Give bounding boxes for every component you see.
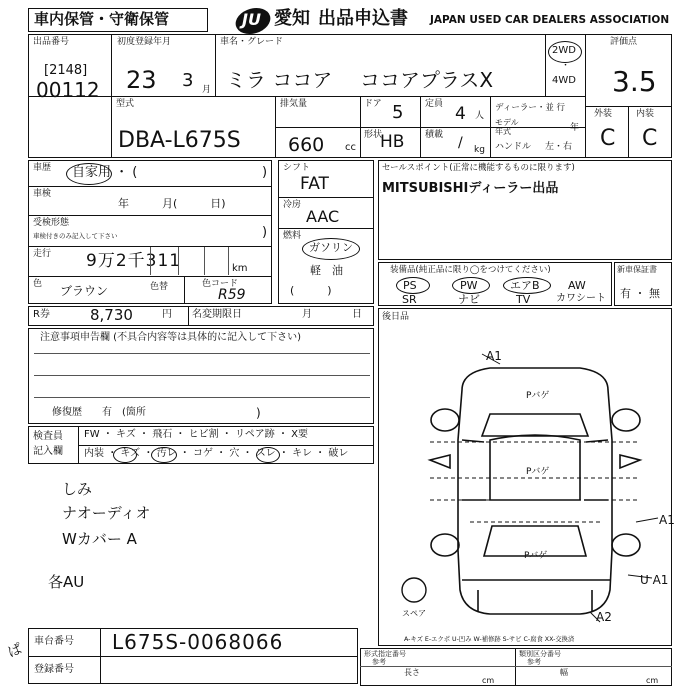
label-color-change: 色替 <box>150 282 169 292</box>
color-code: R59 <box>218 287 246 303</box>
entry-circle-dirt <box>151 447 177 463</box>
equip-tv: TV <box>516 293 531 306</box>
label-length: 長さ <box>404 668 420 677</box>
label-color-code: 色コード <box>202 279 239 289</box>
inspection-units: 年 月( 日) <box>118 197 226 210</box>
body-type: HB <box>380 132 405 152</box>
note-line-2: ナオーディオ <box>62 504 151 522</box>
reg-year: 23 <box>126 66 157 94</box>
reg-month: 3 <box>182 70 194 91</box>
label-chassis-no: 車台番号 <box>34 636 74 647</box>
label-model-code: 型式 <box>116 99 135 109</box>
inspection-row-1: FW ・ キズ ・ 飛石 ・ ヒビ割 ・ リペア跡 ・ X要 <box>84 429 308 440</box>
label-exterior: 外装 <box>594 109 613 119</box>
label-eval-points: 評価点 <box>610 37 638 47</box>
label-color: 色 <box>33 279 43 289</box>
history-value: 自家用 ・ ( <box>72 165 138 180</box>
label-cooler: 冷房 <box>283 200 302 210</box>
equip-ps: PS <box>403 279 417 292</box>
label-yen: 円 <box>162 309 172 320</box>
label-accepted-form: 受検形態 <box>33 218 70 228</box>
chassis-number: L675S-0068066 <box>112 630 284 654</box>
note-line-3: Wカバー A <box>62 530 137 548</box>
label-ref-1: 参考 <box>372 658 386 666</box>
fuel-other: ( ) <box>290 284 332 297</box>
label-mileage: 走行 <box>33 249 52 259</box>
grade: ココアプラスX <box>360 68 494 92</box>
label-later-attach: 後日品 <box>382 312 410 322</box>
org-name: 愛知 <box>274 8 310 29</box>
note-line-5: 各AU <box>48 573 85 591</box>
inspection-row-2: 内装 ・ キズ ・ 汚レ ・ コゲ ・ 穴 ・ スレ ・ キレ ・ 破レ <box>84 448 349 459</box>
label-history: 車歴 <box>33 163 52 173</box>
sales-point-value: MITSUBISHIディーラー出品 <box>382 181 559 196</box>
displacement: 660 <box>288 134 325 156</box>
label-width-cm: cm <box>646 676 659 685</box>
label-r-ken: R券 <box>33 309 50 320</box>
label-accepted-note: 車検付きのみ記入して下さい <box>33 232 118 240</box>
label-repair-history: 修復歴 有 (箇所 <box>52 407 146 418</box>
label-width: 幅 <box>560 668 568 677</box>
mark-ua1: U A1 <box>640 573 669 587</box>
entry-circle-rub <box>256 447 280 463</box>
label-first-reg: 初度登録年月 <box>117 37 172 47</box>
label-length-cm: cm <box>482 676 495 685</box>
storage-notice: 車内保管・守衛保管 <box>34 10 170 28</box>
doors: 5 <box>392 102 404 123</box>
eval-points: 3.5 <box>612 65 657 98</box>
label-body-type: 形状 <box>364 130 383 140</box>
fuel-value: ガソリン <box>309 241 353 254</box>
label-person: 人 <box>475 111 485 121</box>
mark-trunk: Pバゲ <box>524 551 548 561</box>
label-day: 日 <box>352 309 362 320</box>
association-name: JAPAN USED CAR DEALERS ASSOCIATION <box>430 14 670 26</box>
form-title: 出品申込書 <box>318 8 408 29</box>
label-year: 年 <box>570 123 580 133</box>
label-equipment: 装備品(純正品に限り◯をつけてください) <box>390 265 551 275</box>
equip-navi: ナビ <box>458 293 480 306</box>
label-reg-no: 登録番号 <box>34 664 74 675</box>
lot-prefix: [2148] <box>44 63 88 78</box>
warranty-opts: 有 ・ 無 <box>620 287 660 300</box>
mark-hood: Pバゲ <box>526 391 550 401</box>
ju-logo-mark: JU <box>242 10 261 29</box>
label-interior: 内装 <box>636 109 655 119</box>
label-lot-no: 出品番号 <box>33 37 70 47</box>
label-month-unit: 月 <box>202 85 212 95</box>
mileage: 9万2千311 <box>86 251 182 271</box>
interior-grade: C <box>642 126 658 151</box>
damage-legend: A-キズ E-エクボ U-凹み W-補修跡 S-サビ C-腐食 XX-交換済 <box>404 636 575 643</box>
label-model-year: モデル 年式 <box>495 118 519 136</box>
color-value: ブラウン <box>60 284 109 298</box>
label-handle: ハンドル <box>495 142 532 152</box>
cooler-value: AAC <box>306 207 340 226</box>
shift-value: FAT <box>300 174 329 194</box>
exterior-grade: C <box>600 126 616 151</box>
mark-a1-front: A1 <box>486 349 502 363</box>
equip-leather-seat: カワシート <box>556 293 606 304</box>
label-notes-header: 注意事項申告欄 (不具合内容等は具体的に記入して下さい) <box>40 332 301 343</box>
label-shift: シフト <box>283 163 311 173</box>
label-class-no: 類別区分番号 <box>519 650 561 658</box>
load: / <box>458 135 463 151</box>
equip-airbag: エアB <box>510 279 540 292</box>
label-kg: kg <box>474 145 485 155</box>
mark-roof: Pバゲ <box>526 467 550 477</box>
label-model-name: 車名・グレード <box>220 37 284 47</box>
label-doors: ドア <box>364 99 382 109</box>
corner-mark: ぱ <box>5 641 25 661</box>
fuel-diesel: 軽 油 <box>310 264 343 277</box>
model-code: DBA-L675S <box>118 128 241 153</box>
label-month: 月 <box>302 309 312 320</box>
mark-a2: A2 <box>596 610 612 624</box>
lot-number: 00112 <box>36 78 100 102</box>
label-name-change-deadline: 名変期限日 <box>192 309 242 320</box>
label-km: km <box>232 263 248 274</box>
drive-4wd: 4WD <box>552 75 576 86</box>
mark-a1-right: A1 <box>659 513 675 527</box>
label-handle-opts: 左・右 <box>545 142 573 152</box>
note-line-1: しみ <box>62 480 93 498</box>
label-displacement: 排気量 <box>280 99 308 109</box>
equip-aw: AW <box>568 279 586 292</box>
label-new-warranty: 新車保証書 <box>617 265 657 274</box>
label-capacity: 定員 <box>425 99 444 109</box>
label-spare: スペア <box>402 609 426 618</box>
label-dealer-parallel: ディーラー・並 行 <box>495 103 566 113</box>
entry-circle-scratch <box>113 447 137 463</box>
drive-2wd: 2WD <box>552 45 576 56</box>
spec-block <box>360 648 672 686</box>
label-fuel: 燃料 <box>283 231 302 241</box>
model-name: ミラ ココア <box>226 68 333 92</box>
label-type-spec-no: 形式指定番号 <box>364 650 406 658</box>
label-inspector: 検査員 <box>33 431 63 442</box>
label-cc: cc <box>345 142 356 153</box>
sales-point-block <box>378 160 672 260</box>
label-sales-point: セールスポイント(正常に機能するものに限ります) <box>382 163 575 173</box>
capacity: 4 <box>455 104 466 124</box>
r-ken-amount: 8,730 <box>90 306 133 324</box>
label-inspection: 車検 <box>33 189 52 199</box>
label-ref-2: 参考 <box>527 658 541 666</box>
equip-pw: PW <box>460 279 478 292</box>
label-entry: 記入欄 <box>33 446 63 457</box>
equip-sr: SR <box>402 293 417 306</box>
label-load: 積載 <box>425 130 444 140</box>
